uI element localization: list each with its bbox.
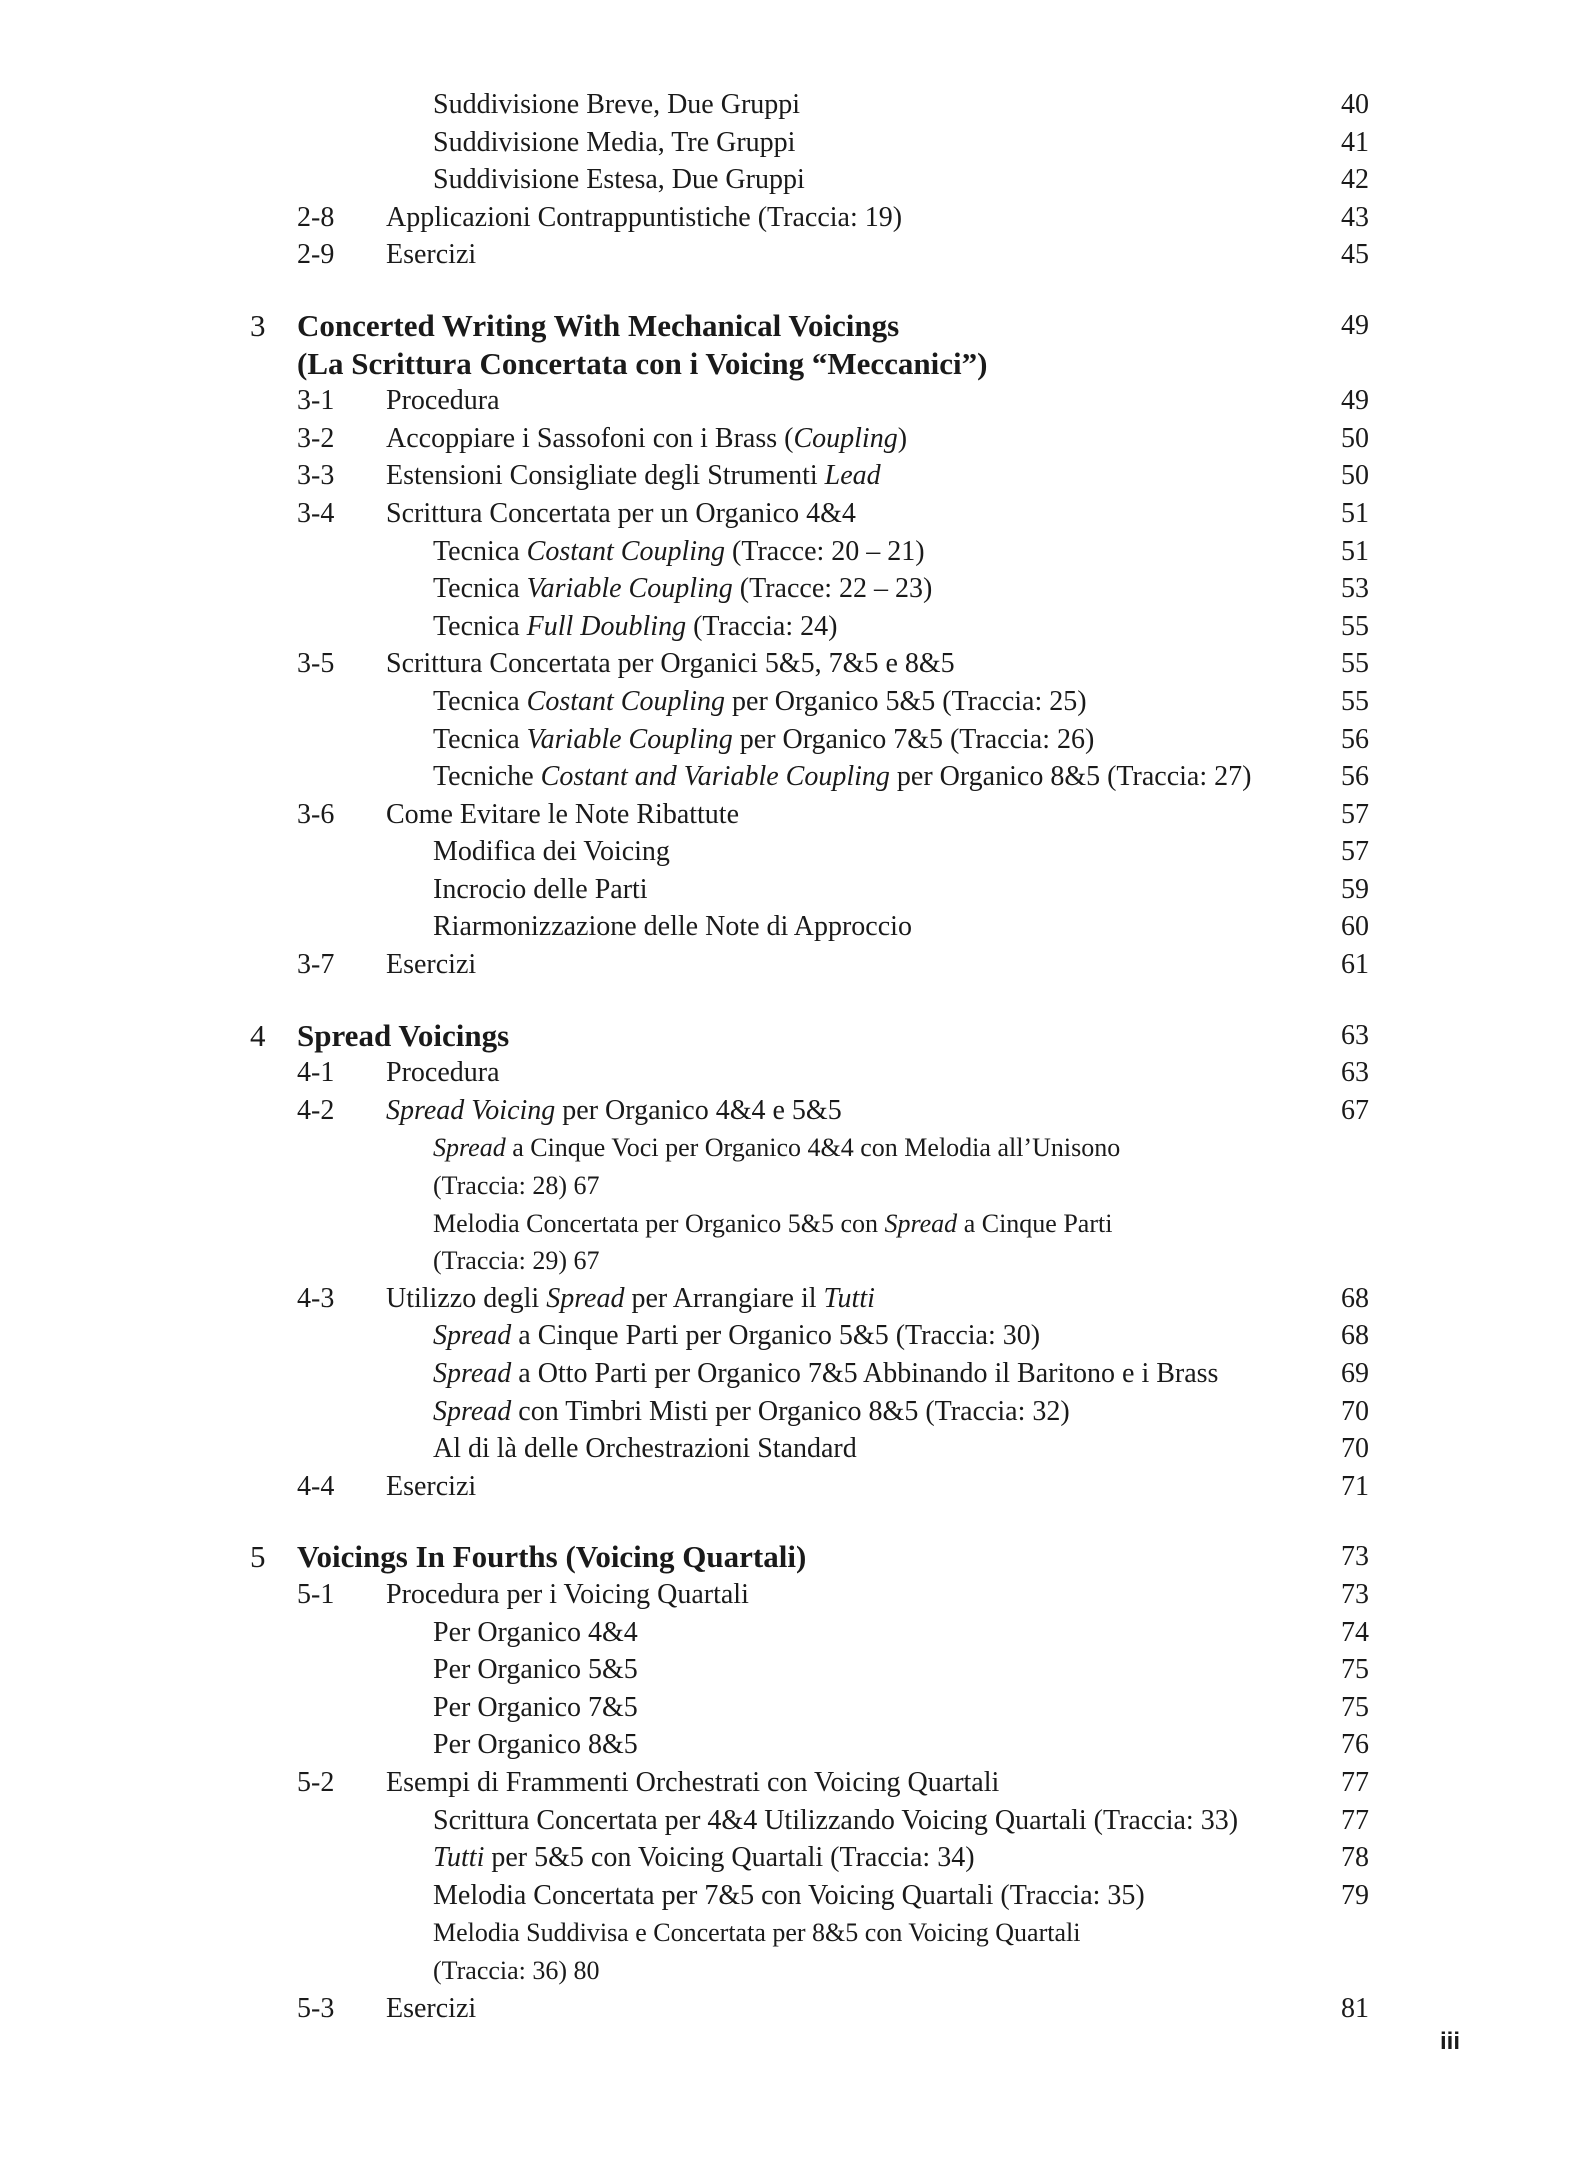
toc-entry-title	[386, 1468, 476, 1506]
page-folio: iii	[1439, 2028, 1460, 2055]
toc-section-row	[0, 1468, 1593, 1506]
toc-entry-title	[433, 1877, 1145, 1915]
toc-entry-number: 4-4	[297, 1470, 335, 1502]
toc-sub-row	[0, 161, 1593, 199]
toc-entry-number: 3-1	[297, 385, 335, 417]
toc-entry-title	[433, 533, 925, 571]
toc-title-text: per Organico 5&5 (Traccia: 25)	[725, 685, 1087, 717]
toc-entry-title	[386, 946, 476, 984]
toc-sub-row	[0, 1317, 1593, 1355]
toc-title-text: Tecniche	[433, 761, 541, 793]
toc-section-row	[0, 1054, 1593, 1092]
toc-entry-title	[297, 345, 987, 383]
toc-entry-page: 71	[1341, 1470, 1369, 1502]
toc-sub-row	[0, 1355, 1593, 1393]
toc-entry-number: 5	[250, 1539, 266, 1575]
toc-entry-number: 2-8	[297, 201, 335, 233]
toc-title-italic: Spread Voicing	[386, 1094, 556, 1126]
toc-entry-page: 63	[1341, 1057, 1369, 1089]
toc-entry-page: 63	[1341, 1019, 1369, 1051]
toc-entry-title	[433, 1129, 1120, 1167]
toc-entry-page: 49	[1341, 309, 1369, 341]
toc-section-row	[0, 1280, 1593, 1318]
toc-sub-row	[0, 1952, 1593, 1990]
toc-chapter-row	[0, 307, 1593, 345]
toc-entry-page: 77	[1341, 1766, 1369, 1798]
toc-title-text: (Traccia: 24)	[686, 610, 838, 642]
toc-entry-title	[386, 1054, 500, 1092]
toc-entry-title	[386, 457, 881, 495]
toc-entry-page: 70	[1341, 1395, 1369, 1427]
toc-entry-number: 3	[250, 307, 266, 343]
toc-entry-page: 67	[1341, 1094, 1369, 1126]
toc-sub-row	[0, 608, 1593, 646]
toc-entry-page: 50	[1341, 422, 1369, 454]
toc-entry-title	[433, 1205, 1112, 1243]
toc-entry-title	[386, 1990, 476, 2028]
toc-entry-title	[433, 1914, 1080, 1952]
toc-entry-title	[433, 1355, 1218, 1393]
toc-sub-row	[0, 570, 1593, 608]
toc-sub-row	[0, 683, 1593, 721]
toc-title-text: (Traccia: 29) 67	[433, 1246, 600, 1276]
toc-entry-number: 5-3	[297, 1992, 335, 2024]
toc-entry-title	[297, 1538, 806, 1576]
toc-entry-page: 73	[1341, 1541, 1369, 1573]
toc-section-row	[0, 1576, 1593, 1614]
toc-entry-page: 68	[1341, 1320, 1369, 1352]
toc-sub-row	[0, 533, 1593, 571]
toc-title-text: Per Organico 8&5	[433, 1729, 638, 1761]
toc-entry-page: 45	[1341, 239, 1369, 271]
toc-section-row	[0, 382, 1593, 420]
toc-entry-title	[386, 1092, 842, 1130]
toc-title-text: (Traccia: 28) 67	[433, 1171, 600, 1201]
toc-title-text: per Organico 4&4 e 5&5	[555, 1094, 842, 1126]
toc-sub-row	[0, 1430, 1593, 1468]
toc-entry-page: 42	[1341, 164, 1369, 196]
toc-entry-title	[433, 758, 1251, 796]
toc-sub-row	[0, 1802, 1593, 1840]
toc-sub-row	[0, 1651, 1593, 1689]
toc-title-italic: Costant Coupling	[526, 535, 726, 567]
toc-chapter-row	[0, 345, 1593, 383]
toc-entry-page: 75	[1341, 1691, 1369, 1723]
toc-title-text: Esercizi	[386, 949, 477, 981]
toc-entry-title	[433, 1802, 1238, 1840]
toc-sub-row	[0, 1393, 1593, 1431]
toc-title-italic: Lead	[824, 460, 881, 492]
toc-title-italic: Spread	[433, 1320, 512, 1352]
toc-entry-page: 49	[1341, 385, 1369, 417]
toc-title-text: (Traccia: 36) 80	[433, 1955, 600, 1985]
toc-entry-number: 3-5	[297, 648, 335, 680]
toc-entry-page: 55	[1341, 648, 1369, 680]
toc-title-italic: Costant and Variable Coupling	[540, 761, 890, 793]
toc-entry-title	[433, 608, 837, 646]
toc-entry-number: 4-3	[297, 1282, 335, 1314]
toc-entry-title	[386, 199, 902, 237]
toc-entry-title	[433, 1689, 638, 1727]
toc-entry-page: 73	[1341, 1578, 1369, 1610]
toc-entry-title	[386, 495, 856, 533]
toc-entry-title	[433, 1726, 638, 1764]
toc-title-text: a Cinque Voci per Organico 4&4 con Melodia all’Unisono	[505, 1133, 1121, 1163]
toc-title-italic: Tutti	[433, 1842, 485, 1874]
toc-title-italic: Costant Coupling	[526, 685, 726, 717]
toc-section-row	[0, 946, 1593, 984]
toc-title-text: a Otto Parti per Organico 7&5 Abbinando il Baritono e i Brass	[511, 1358, 1219, 1389]
toc-entry-title	[386, 1576, 749, 1614]
toc-entry-page: 69	[1341, 1358, 1369, 1389]
toc-title-text: Esercizi	[386, 1470, 477, 1502]
toc-title-italic: Spread	[433, 1395, 512, 1427]
toc-sub-row	[0, 86, 1593, 124]
toc-title-text: (Tracce: 22 – 23)	[732, 573, 933, 605]
toc-sub-row	[0, 908, 1593, 946]
toc-section-row	[0, 796, 1593, 834]
toc-title-text: )	[897, 422, 908, 454]
toc-title-text: Esercizi	[386, 239, 477, 271]
toc-sub-row	[0, 124, 1593, 162]
toc-sub-row	[0, 1726, 1593, 1764]
toc-entry-title	[433, 86, 800, 124]
toc-title-text: a Cinque Parti	[957, 1208, 1113, 1238]
toc-entry-number: 3-7	[297, 949, 335, 981]
toc-entry-page: 79	[1341, 1879, 1369, 1911]
toc-entry-number: 5-2	[297, 1766, 335, 1798]
toc-entry-title	[433, 871, 648, 909]
toc-title-text: Concerted Writing With Mechanical Voicings	[297, 307, 900, 343]
toc-entry-title	[433, 1839, 975, 1877]
toc-entry-title	[433, 1242, 600, 1280]
toc-entry-page: 77	[1341, 1804, 1369, 1836]
toc-section-row	[0, 420, 1593, 458]
toc-title-text: per Organico 7&5 (Traccia: 26)	[732, 723, 1095, 755]
toc-entry-number: 3-3	[297, 460, 335, 492]
toc-section-row	[0, 457, 1593, 495]
toc-section-row	[0, 645, 1593, 683]
toc-entry-page: 60	[1341, 911, 1369, 943]
toc-title-text: Tecnica	[433, 723, 527, 755]
toc-chapter-row	[0, 1538, 1593, 1576]
toc-entry-page: 40	[1341, 89, 1369, 120]
toc-entry-title	[386, 1280, 875, 1318]
toc-sub-row	[0, 833, 1593, 871]
toc-title-text: Procedura	[386, 385, 500, 417]
toc-sub-row	[0, 721, 1593, 759]
toc-section-row	[0, 236, 1593, 274]
toc-entry-title	[386, 645, 955, 683]
toc-entry-title	[433, 1167, 600, 1205]
toc-entry-page: 78	[1341, 1842, 1369, 1874]
toc-sub-row	[0, 1689, 1593, 1727]
toc-entry-page: 81	[1341, 1992, 1369, 2024]
toc-title-text: Incrocio delle Parti	[433, 873, 648, 905]
toc-title-text: Accoppiare i Sassofoni con i Brass (	[386, 422, 794, 454]
toc-entry-number: 3-4	[297, 497, 335, 529]
toc-title-italic: Spread	[884, 1208, 958, 1238]
toc-sub-row	[0, 1614, 1593, 1652]
toc-entry-title	[433, 1651, 638, 1689]
toc-title-text: per 5&5 con Voicing Quartali (Traccia: 34)	[484, 1842, 975, 1874]
toc-title-text: Melodia Concertata per Organico 5&5 con	[433, 1208, 885, 1238]
toc-sub-row	[0, 1914, 1593, 1952]
toc-entry-page: 75	[1341, 1654, 1369, 1686]
toc-entry-page: 57	[1341, 798, 1369, 830]
toc-entry-number: 4-1	[297, 1057, 335, 1089]
toc-title-text: per Arrangiare il	[624, 1282, 824, 1314]
toc-entry-title	[433, 1430, 857, 1468]
toc-entry-page: 57	[1341, 836, 1369, 868]
toc-sub-row	[0, 1242, 1593, 1280]
toc-title-text: (La Scrittura Concertata con i Voicing “Meccanici”)	[297, 345, 988, 381]
toc-title-text: a Cinque Parti per Organico 5&5 (Traccia: 30)	[511, 1320, 1041, 1352]
toc-entry-title	[386, 1764, 999, 1802]
toc-entry-page: 76	[1341, 1729, 1369, 1761]
toc-entry-page: 56	[1341, 723, 1369, 755]
toc-section-row	[0, 1990, 1593, 2028]
toc-entry-page: 43	[1341, 201, 1369, 233]
toc-title-italic: Tutti	[823, 1282, 875, 1314]
toc-title-text: Per Organico 4&4	[433, 1616, 638, 1648]
toc-entry-title	[433, 1317, 1040, 1355]
toc-title-italic: Spread	[433, 1358, 512, 1389]
toc-title-text: Per Organico 5&5	[433, 1654, 638, 1686]
toc-title-text: Tecnica	[433, 573, 527, 605]
toc-title-text: Scrittura Concertata per Organici 5&5, 7&5 e 8&5	[386, 648, 955, 680]
toc-title-text: Scrittura Concertata per 4&4 Utilizzando Voicing Quartali (Traccia: 33)	[433, 1804, 1239, 1836]
toc-section-row	[0, 1764, 1593, 1802]
toc-entry-page: 56	[1341, 761, 1369, 793]
toc-title-italic: Variable Coupling	[526, 723, 733, 755]
toc-entry-title	[386, 382, 500, 420]
toc-entry-page: 55	[1341, 685, 1369, 717]
toc-entry-number: 3-6	[297, 798, 335, 830]
toc-entry-title	[433, 1952, 600, 1990]
toc-entry-page: 61	[1341, 949, 1369, 981]
toc-entry-page: 68	[1341, 1282, 1369, 1314]
toc-section-row	[0, 199, 1593, 237]
toc-title-text: Tecnica	[433, 610, 527, 642]
toc-entry-page: 53	[1341, 573, 1369, 605]
toc-entry-page: 51	[1341, 535, 1369, 567]
toc-sub-row	[0, 1129, 1593, 1167]
toc-entry-title	[433, 1614, 638, 1652]
toc-title-italic: Full Doubling	[526, 610, 687, 642]
toc-entry-number: 4-2	[297, 1094, 335, 1126]
toc-title-italic: Coupling	[793, 422, 898, 454]
toc-chapter-row	[0, 1017, 1593, 1055]
toc-sub-row	[0, 1877, 1593, 1915]
toc-title-text: Procedura per i Voicing Quartali	[386, 1578, 749, 1610]
toc-title-text: Esercizi	[386, 1992, 477, 2024]
toc-entry-title	[433, 833, 670, 871]
toc-title-text: Al di là delle Orchestrazioni Standard	[433, 1433, 857, 1465]
toc-section-row	[0, 495, 1593, 533]
toc-sub-row	[0, 1167, 1593, 1205]
toc-entry-title	[433, 161, 805, 199]
toc-title-text: Applicazioni Contrappuntistiche (Traccia: 19)	[386, 201, 903, 233]
toc-title-text: Utilizzo degli	[386, 1282, 547, 1314]
table-of-contents	[0, 86, 1593, 2027]
toc-entry-title	[297, 1017, 509, 1055]
toc-entry-page: 74	[1341, 1616, 1369, 1648]
toc-entry-title	[433, 721, 1094, 759]
toc-entry-title	[386, 420, 907, 458]
toc-title-text: (Tracce: 20 – 21)	[725, 535, 925, 567]
toc-title-text: Suddivisione Estesa, Due Gruppi	[433, 164, 805, 196]
toc-entry-page: 41	[1341, 126, 1369, 158]
toc-entry-title	[297, 307, 899, 345]
toc-title-italic: Spread	[546, 1282, 625, 1314]
toc-entry-title	[386, 236, 476, 274]
toc-title-text: Spread Voicings	[297, 1017, 510, 1053]
toc-entry-number: 2-9	[297, 239, 335, 271]
toc-entry-title	[433, 908, 912, 946]
toc-title-text: Scrittura Concertata per un Organico 4&4	[386, 497, 856, 529]
toc-title-text: Melodia Concertata per 7&5 con Voicing Quartali (Traccia: 35)	[433, 1879, 1145, 1911]
toc-entry-title	[433, 124, 795, 162]
toc-title-text: con Timbri Misti per Organico 8&5 (Traccia: 32)	[511, 1395, 1070, 1427]
toc-title-text: per Organico 8&5 (Traccia: 27)	[889, 761, 1252, 793]
toc-entry-page: 59	[1341, 873, 1369, 905]
toc-entry-number: 4	[250, 1017, 266, 1053]
toc-title-text: Esempi di Frammenti Orchestrati con Voicing Quartali	[386, 1766, 1000, 1798]
toc-entry-title	[433, 1393, 1070, 1431]
toc-section-row	[0, 1092, 1593, 1130]
toc-title-text: Per Organico 7&5	[433, 1691, 638, 1723]
toc-title-text: Tecnica	[433, 685, 527, 717]
toc-title-text: Suddivisione Breve, Due Gruppi	[433, 89, 801, 120]
toc-sub-row	[0, 1205, 1593, 1243]
toc-title-text: Melodia Suddivisa e Concertata per 8&5 con Voicing Quartali	[433, 1918, 1081, 1948]
toc-entry-title	[433, 570, 932, 608]
toc-title-text: Voicings In Fourths (Voicing Quartali)	[297, 1539, 807, 1575]
toc-sub-row	[0, 758, 1593, 796]
toc-title-text: Tecnica	[433, 535, 527, 567]
toc-entry-title	[386, 796, 739, 834]
toc-sub-row	[0, 1839, 1593, 1877]
toc-title-text: Modifica dei Voicing	[433, 836, 670, 868]
toc-title-italic: Variable Coupling	[526, 573, 733, 605]
toc-entry-page: 55	[1341, 610, 1369, 642]
toc-title-text: Riarmonizzazione delle Note di Approccio	[433, 911, 912, 943]
toc-entry-title	[433, 683, 1087, 721]
toc-title-text: Suddivisione Media, Tre Gruppi	[433, 126, 796, 158]
toc-title-text: Procedura	[386, 1057, 500, 1089]
toc-entry-page: 51	[1341, 497, 1369, 529]
toc-title-text: Come Evitare le Note Ribattute	[386, 798, 740, 830]
toc-entry-number: 5-1	[297, 1578, 335, 1610]
toc-entry-number: 3-2	[297, 422, 335, 454]
toc-entry-page: 50	[1341, 460, 1369, 492]
toc-title-italic: Spread	[433, 1133, 506, 1163]
toc-entry-page: 70	[1341, 1433, 1369, 1465]
toc-title-text: Estensioni Consigliate degli Strumenti	[386, 460, 825, 492]
toc-sub-row	[0, 871, 1593, 909]
